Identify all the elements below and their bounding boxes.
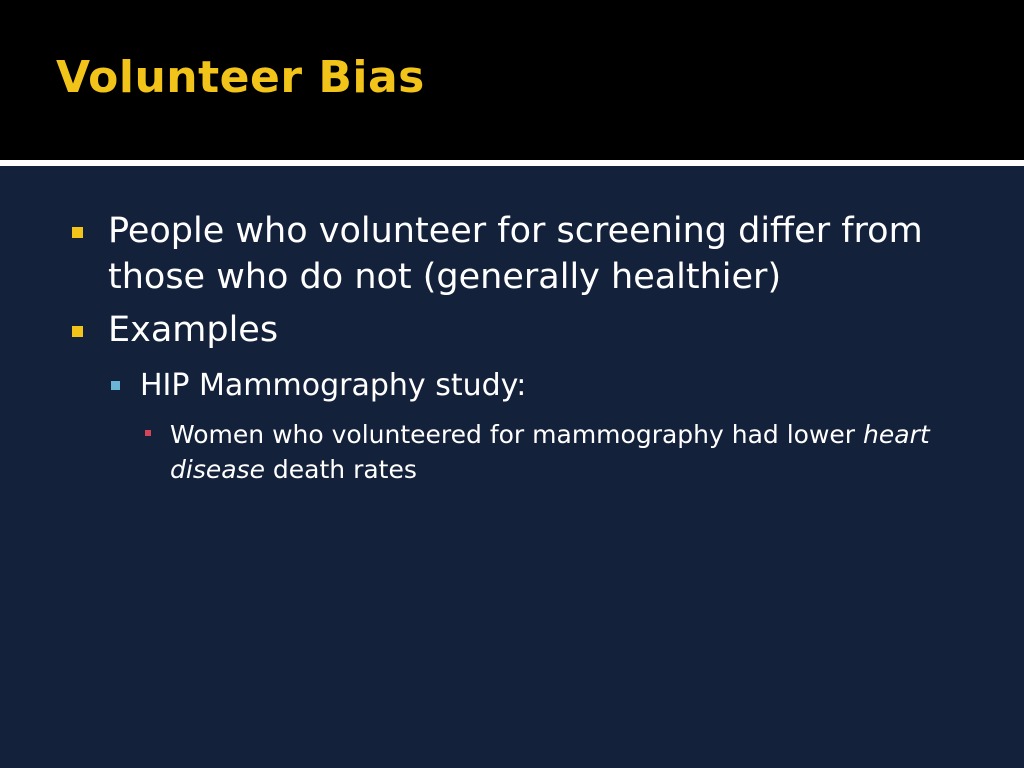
bullet-item-level1 (72, 208, 972, 300)
square-bullet-icon (72, 326, 83, 337)
square-bullet-icon (72, 227, 83, 238)
bullet-text: HIP Mammography study: (140, 368, 527, 403)
bullet-item-level2 (111, 366, 971, 406)
bullet-item-level1 (72, 307, 972, 353)
slide-content (0, 166, 1024, 768)
bullet-text-emphasis: heart disease (170, 420, 930, 484)
slide-title: Volunteer Bias (56, 52, 425, 103)
bullet-text-part: Women who volunteered for mammography had lower (170, 420, 864, 449)
square-bullet-icon (111, 381, 120, 390)
bullet-text (170, 417, 975, 487)
bullet-text-part: death rates (264, 455, 417, 484)
title-band (0, 0, 1024, 160)
square-bullet-icon (145, 430, 151, 436)
bullet-text: Examples (108, 310, 279, 350)
bullet-item-level3 (145, 417, 975, 487)
bullet-text: People who volunteer for screening differ from those who do not (generally healthier) (108, 211, 923, 297)
